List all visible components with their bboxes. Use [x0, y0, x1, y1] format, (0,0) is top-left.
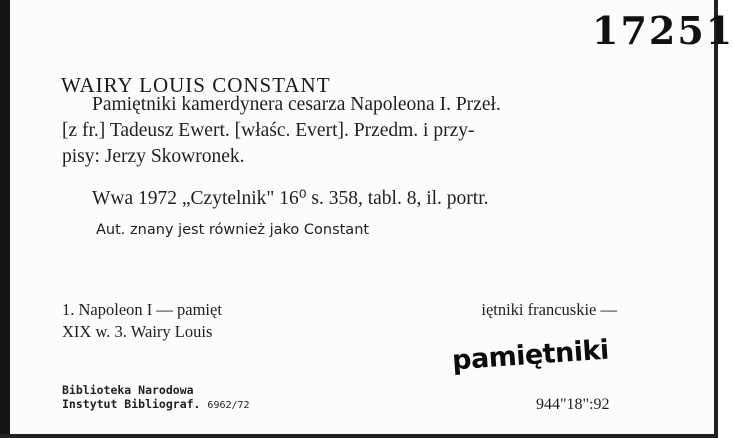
card-left-edge	[0, 0, 10, 438]
title-line-2: [z fr.] Tadeusz Ewert. [właśc. Evert]. Przedm. i przy-	[62, 120, 475, 141]
author-heading: WAIRY LOUIS CONSTANT	[61, 73, 331, 97]
imprint-line: Wwa 1972 „Czytelnik" 16⁰ s. 358, tabl. 8, il. portr.	[92, 188, 489, 209]
subject-line-1-right: iętniki francuskie —	[481, 300, 617, 319]
paper-patch	[298, 302, 420, 348]
subject-line-1-left: 1. Napoleon I — pamięt	[62, 300, 222, 319]
title-line-3: pisy: Jerzy Skowronek.	[62, 146, 245, 167]
title-description	[62, 92, 632, 170]
catalog-number: 17251	[592, 8, 734, 53]
library-stamp	[62, 383, 250, 413]
library-name: Biblioteka Narodowa	[62, 383, 194, 397]
title-line-1: Pamiętniki kamerdynera cesarza Napoleona I. Przeł.	[92, 94, 501, 115]
subject-line-2: XIX w. 3. Wairy Louis	[62, 322, 213, 341]
card-right-edge	[714, 0, 718, 438]
institute-name: Instytut Bibliograf.	[62, 397, 201, 411]
library-signature: 6962/72	[207, 400, 250, 411]
handwritten-tag: pamiętniki	[451, 334, 610, 377]
classification-number: 944"18":92	[536, 396, 610, 413]
author-note: Aut. znany jest również jako Constant	[96, 222, 370, 238]
card-bottom-edge	[0, 434, 718, 438]
